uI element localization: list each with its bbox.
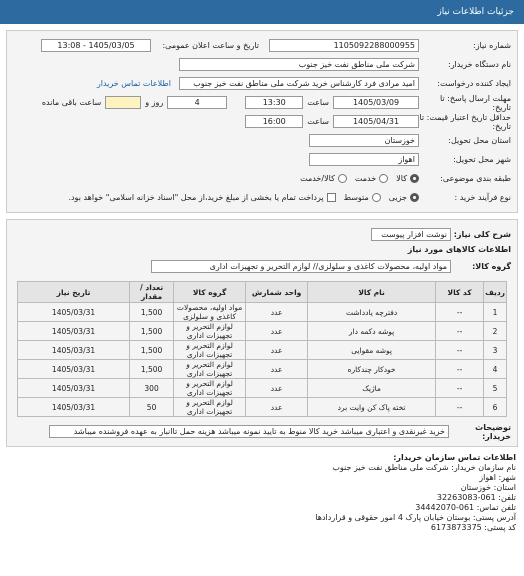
col-code: کد کالا [436, 282, 484, 303]
category-service-radio[interactable]: خدمت [355, 174, 388, 183]
buyer-field: شرکت ملی مناطق نفت خیز جنوب [179, 58, 419, 71]
col-date: تاریخ نیاز [18, 282, 130, 303]
treasury-checkbox[interactable] [327, 193, 336, 202]
city-label: شهر محل تحویل: [453, 155, 511, 164]
validity-label: حداقل تاریخ اعتبار قیمت: تا تاریخ: [419, 112, 511, 131]
col-qty: تعداد / مقدار [130, 282, 174, 303]
buyer-label: نام دستگاه خریدار: [448, 60, 511, 69]
contact-line: شهر: اهواز [479, 473, 516, 482]
process-label: نوع فرآیند خرید : [454, 193, 511, 202]
notes-field: خرید غیرنقدی و اعتباری میباشد خرید کالا منوط به تایید نمونه میباشد هزینه حمل تاانبار به عهده فروشنده میباشد [49, 425, 449, 438]
notes-label: توضیحات خریدار: [475, 422, 511, 441]
category-label: طبقه بندی موضوعی: [440, 174, 511, 183]
validity-date-field: 1405/04/31 [333, 115, 419, 128]
table-row: 4 -- خودکار چندکاره عدد لوازم التحریر و تجهیزات اداری 1,500 1405/03/31 [18, 360, 507, 379]
radio-icon [410, 193, 419, 202]
col-name: نام کالا [308, 282, 436, 303]
table-row: 3 -- پوشه مقوایی عدد لوازم التحریر و تجهیزات اداری 1,500 1405/03/31 [18, 341, 507, 360]
radio-icon [372, 193, 381, 202]
category-goods-radio[interactable]: کالا [396, 174, 419, 183]
page-title: جزئیات اطلاعات نیاز [437, 7, 514, 17]
need-number-label: شماره نیاز: [473, 41, 511, 50]
table-row: 2 -- پوشه دکمه دار عدد لوازم التحریر و تجهیزات اداری 1,500 1405/03/31 [18, 322, 507, 341]
reply-time-field: 13:30 [245, 96, 303, 109]
contact-line: نام سازمان خریدار: شرکت ملی مناطق نفت خیز جنوب [332, 463, 516, 472]
validity-time-word: ساعت [307, 117, 329, 126]
contact-line: آدرس پستی: بوستان خیابان پارک 4 امور حقوقی و قراردادها [315, 513, 516, 522]
table-row: 6 -- تخته پاک کن وایت برد عدد لوازم التحریر و تجهیزات اداری 50 1405/03/31 [18, 398, 507, 417]
radio-icon [379, 174, 388, 183]
category-both-radio[interactable]: کالا/خدمت [300, 174, 347, 183]
announce-label: تاریخ و ساعت اعلان عمومی: [162, 41, 259, 50]
validity-time-field: 16:00 [245, 115, 303, 128]
hours-remaining-field [105, 96, 141, 109]
reply-date-field: 1405/03/09 [333, 96, 419, 109]
need-number-field: 1105092288000955 [269, 39, 419, 52]
city-field: اهواز [309, 153, 419, 166]
contact-line: استان: خوزستان [460, 483, 516, 492]
table-row: 5 -- ماژیک عدد لوازم التحریر و تجهیزات اداری 300 1405/03/31 [18, 379, 507, 398]
col-unit: واحد شمارش [246, 282, 308, 303]
creator-label: ایجاد کننده درخواست: [437, 79, 511, 88]
days-word: روز و [145, 98, 164, 107]
table-row: 1 -- دفترچه یادداشت عدد مواد اولیه، محصولات کاغذی و سلولزی 1,500 1405/03/31 [18, 303, 507, 322]
page-header [0, 0, 524, 24]
radio-icon [338, 174, 347, 183]
goods-table [17, 281, 507, 417]
reply-time-word: ساعت [307, 98, 329, 107]
contact-line: کد پستی: 6173873375 [430, 523, 516, 532]
contact-line: تلفن: 061-32263083 [436, 493, 516, 502]
creator-field: امید مرادی فرد کارشناس خرید شرکت ملی مناطق نفت خیز جنوب [179, 77, 419, 90]
contact-title: اطلاعات تماس سازمان خریدار: [393, 453, 516, 462]
need-info-panel [6, 30, 518, 213]
description-label: شرح کلی نیاز: [453, 230, 511, 239]
remaining-word: ساعت باقی مانده [41, 98, 102, 107]
description-field: نوشت افزار پیوست [371, 228, 451, 241]
col-row: ردیف [484, 282, 507, 303]
goods-group-field: مواد اولیه، محصولات کاغذی و سلولزی// لوازم التحریر و تجهیزات اداری [151, 260, 451, 273]
col-group: گروه کالا [174, 282, 246, 303]
province-field: خوزستان [309, 134, 419, 147]
radio-icon [410, 174, 419, 183]
reply-deadline-label: مهلت ارسال پاسخ: تا تاریخ: [439, 93, 511, 112]
goods-group-label: گروه کالا: [472, 262, 511, 271]
goods-panel [6, 219, 518, 447]
process-note: پرداخت تمام یا بخشی از مبلغ خرید،از محل "اسناد خزانه اسلامی" خواهد بود. [68, 193, 324, 202]
goods-title: اطلاعات کالاهای مورد نیاز [407, 245, 511, 254]
buyer-contact-link[interactable]: اطلاعات تماس خریدار [96, 79, 171, 88]
announce-field: 1405/03/05 - 13:08 [41, 39, 151, 52]
province-label: استان محل تحویل: [448, 136, 511, 145]
contact-line: تلفن تماس: 061-34442070 [415, 503, 516, 512]
process-small-radio[interactable]: جزیی [389, 193, 419, 202]
buyer-contact-block [8, 453, 516, 533]
days-remaining-field: 4 [167, 96, 227, 109]
process-medium-radio[interactable]: متوسط [344, 193, 381, 202]
